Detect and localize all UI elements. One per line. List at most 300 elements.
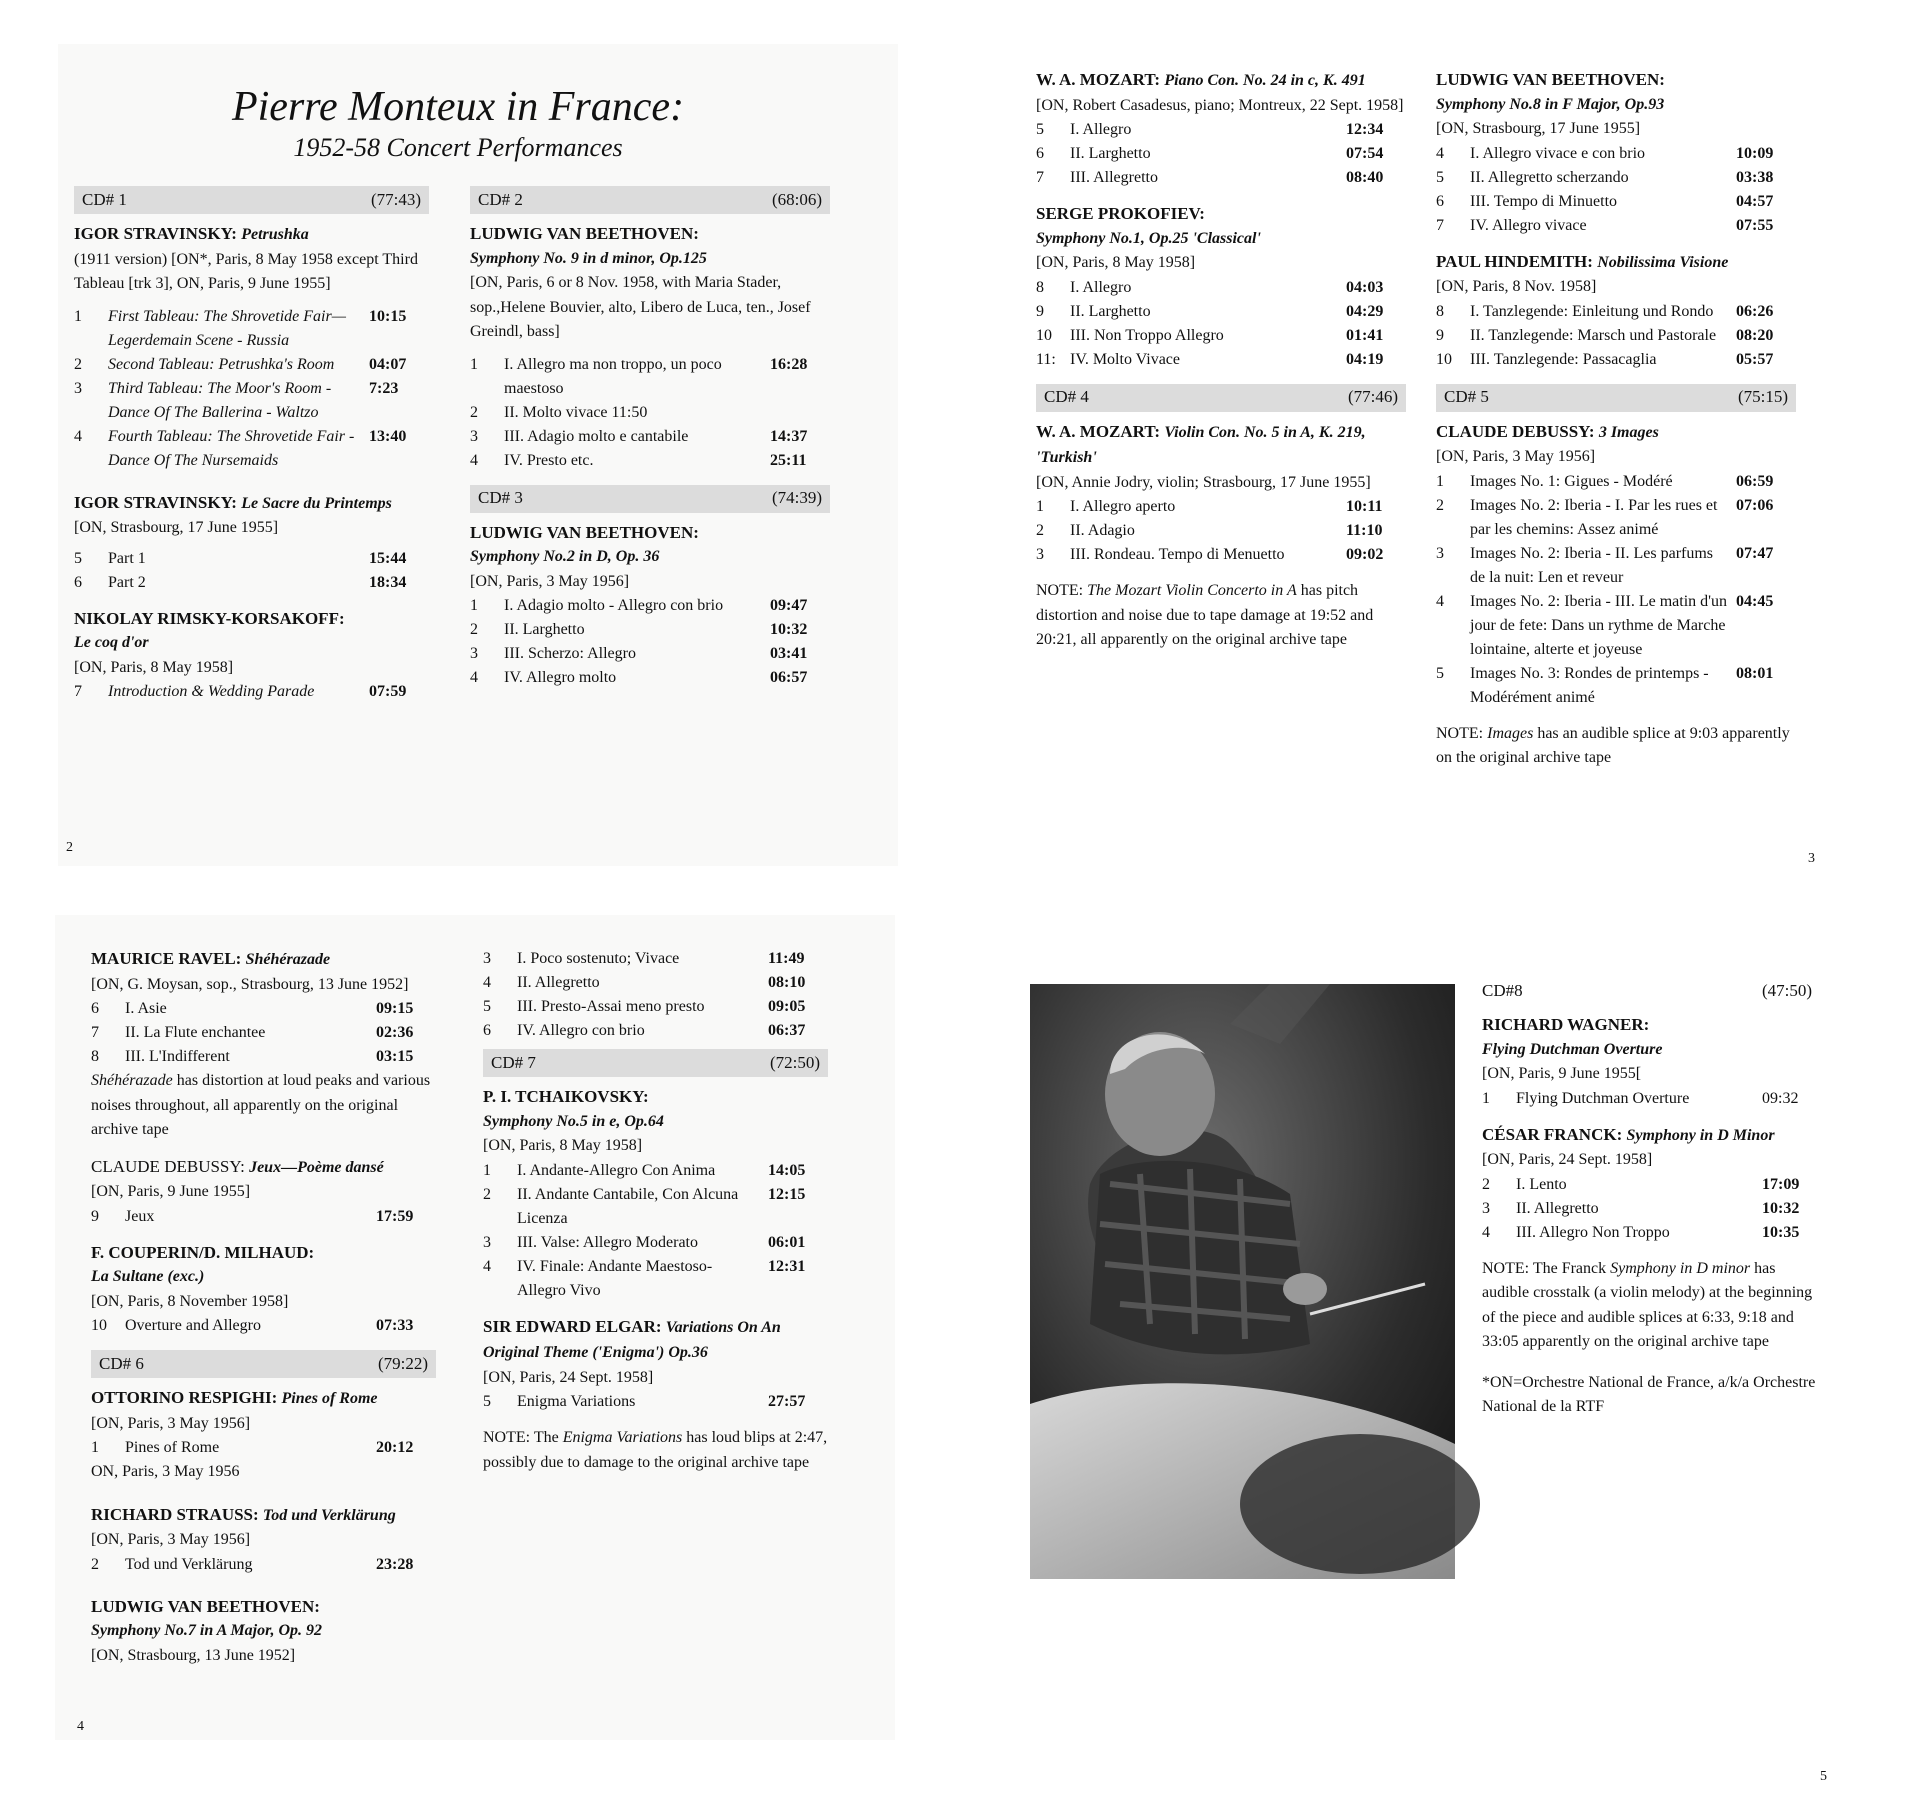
- booklet-page-4: [55, 915, 895, 1740]
- work-entry: [1436, 250, 1796, 372]
- track-number: 1: [470, 597, 478, 614]
- track-row: [74, 425, 429, 473]
- track-number: 2: [1436, 496, 1444, 514]
- work-entry: [91, 1595, 436, 1669]
- track-duration: [770, 401, 830, 425]
- work-title: Tod und Verklärung: [262, 1506, 396, 1524]
- track-title: IV. Allegro con brio: [517, 1022, 645, 1039]
- work-entry: [1482, 1013, 1822, 1111]
- track-number: 10: [91, 1317, 107, 1334]
- track-duration: 04:03: [1346, 278, 1384, 296]
- track-number: 4: [1482, 1223, 1490, 1241]
- track-row: [1436, 542, 1796, 590]
- conductor-photo: [1030, 984, 1455, 1579]
- cd-label: CD# 1: [82, 189, 127, 209]
- note-emphasis: Symphony in D minor: [1610, 1259, 1751, 1277]
- track-number: 3: [1436, 544, 1444, 562]
- track-duration: 04:57: [1736, 192, 1774, 210]
- work-title: 3 Images: [1598, 423, 1659, 441]
- track-row: [1036, 118, 1406, 142]
- track-duration: 05:57: [1736, 350, 1774, 368]
- track-number: 10: [1036, 326, 1052, 344]
- track-title: Pines of Rome: [125, 1439, 220, 1456]
- track-number: 2: [470, 621, 478, 638]
- recording-info: [ON, Paris, 6 or 8 Nov. 1958, with Maria Stader, sop.,Helene Bouvier, alto, Libero de Luca, ten., Josef Greindl, bass]: [470, 274, 811, 340]
- track-row: [1436, 214, 1796, 238]
- work-title: Flying Dutchman Overture: [1482, 1040, 1663, 1058]
- cd5-header: [1436, 384, 1796, 412]
- page4-left-column: [91, 947, 436, 1680]
- cd-label: CD# 3: [478, 488, 523, 508]
- composer: CLAUDE DEBUSSY:: [91, 1156, 245, 1176]
- track-title: II. Adagio: [1070, 522, 1135, 539]
- track-row: [1482, 1221, 1822, 1245]
- track-title: II. Larghetto: [1070, 145, 1151, 162]
- work-title: Variations On An Original Theme ('Enigma') Op.36: [483, 1318, 781, 1361]
- track-duration: 06:01: [768, 1233, 806, 1251]
- cd-duration: (72:50): [769, 1052, 820, 1072]
- track-title: IV. Allegro vivace: [1470, 216, 1587, 234]
- track-number: 5: [1436, 664, 1444, 682]
- work-entry: [1436, 68, 1796, 238]
- track-title: II. Molto vivace 11:50: [504, 403, 648, 421]
- track-duration: 08:10: [768, 974, 806, 991]
- composer: W. A. MOZART:: [1036, 70, 1161, 89]
- work-entry: [470, 521, 830, 691]
- composer: LUDWIG VAN BEETHOVEN:: [1436, 70, 1665, 89]
- recording-info: [ON, G. Moysan, sop., Strasbourg, 13 June 1952]: [91, 975, 409, 993]
- work-entry: [1482, 1123, 1822, 1245]
- track-row: [1036, 543, 1406, 567]
- track-number: 1: [470, 355, 478, 373]
- track-row: [1436, 324, 1796, 348]
- audio-note: [1482, 1257, 1822, 1355]
- track-number: 2: [1482, 1175, 1490, 1193]
- composer: W. A. MOZART:: [1036, 421, 1161, 441]
- work-title: Symphony No.5 in e, Op.64: [483, 1112, 664, 1130]
- composer: CÉSAR FRANCK:: [1482, 1124, 1623, 1144]
- track-row: [91, 997, 436, 1021]
- track-title: Third Tableau: The Moor's Room - Dance Of The Ballerina - Waltzo: [108, 379, 332, 421]
- booklet-page-2: [58, 44, 898, 866]
- track-title: I. Allegro: [1070, 121, 1132, 138]
- page-number: 3: [1808, 851, 1815, 866]
- work-title: Symphony in D Minor: [1626, 1126, 1775, 1144]
- note-text: NOTE:: [1436, 724, 1488, 742]
- track-row: [1436, 142, 1796, 166]
- track-row: [470, 401, 830, 425]
- track-duration: 07:33: [376, 1317, 414, 1334]
- cd1-header: [74, 186, 429, 214]
- work-title: Symphony No.8 in F Major, Op.93: [1436, 95, 1665, 113]
- track-duration: 03:15: [376, 1048, 414, 1065]
- recording-info: [ON, Annie Jodry, violin; Strasbourg, 17 June 1955]: [1036, 473, 1371, 491]
- track-duration: 06:59: [1736, 472, 1774, 490]
- track-duration: 27:57: [768, 1393, 806, 1410]
- track-duration: 06:57: [770, 669, 808, 686]
- work-entry: [1036, 202, 1406, 372]
- track-number: 4: [74, 427, 82, 445]
- track-row: [1436, 166, 1796, 190]
- work-entry: [470, 222, 830, 473]
- composer: CLAUDE DEBUSSY:: [1436, 421, 1595, 441]
- track-number: 11:: [1036, 350, 1056, 368]
- cd-label: CD# 5: [1444, 387, 1489, 407]
- track-duration: 07:55: [1736, 216, 1774, 234]
- track-duration: 18:34: [369, 573, 407, 591]
- note-text: has pitch distortion and noise due to tape damage at 19:52 and 20:21, all apparently on the original archive tape: [1036, 582, 1374, 648]
- cd-duration: (79:22): [377, 1353, 428, 1373]
- track-number: 5: [1036, 121, 1044, 138]
- track-number: 10: [1436, 350, 1452, 368]
- track-row: [470, 666, 830, 690]
- track-number: 2: [91, 1555, 99, 1573]
- track-title: I. Poco sostenuto; Vivace: [517, 950, 680, 967]
- track-number: 9: [91, 1207, 99, 1225]
- track-row: [470, 618, 830, 642]
- recording-info: [ON, Paris, 3 May 1956]: [1436, 448, 1596, 465]
- cd-duration: (75:15): [1737, 387, 1788, 407]
- track-row: [1036, 348, 1406, 372]
- cd-label: CD# 7: [491, 1052, 536, 1072]
- work-title: Shéhérazade: [245, 951, 331, 968]
- track-number: 5: [74, 549, 82, 567]
- track-number: 6: [483, 1022, 491, 1039]
- page3-left-column: [1036, 68, 1406, 653]
- recording-info: [ON, Paris, 8 Nov. 1958]: [1436, 278, 1597, 295]
- work-entry: [1036, 420, 1406, 568]
- page-number: 5: [1820, 1769, 1827, 1784]
- work-entry: [1036, 68, 1406, 190]
- composer: RICHARD WAGNER:: [1482, 1015, 1650, 1034]
- work-entry: [91, 1155, 436, 1229]
- work-title: Le coq d'or: [74, 634, 149, 651]
- track-duration: 12:15: [768, 1185, 806, 1203]
- track-number: 5: [483, 998, 491, 1015]
- track-row: [470, 425, 830, 449]
- track-title: Part 2: [108, 573, 146, 591]
- track-row: [1036, 495, 1406, 519]
- track-title: III. Presto-Assai meno presto: [517, 998, 705, 1015]
- recording-info: [ON, Paris, 9 June 1955]: [91, 1183, 251, 1200]
- recording-info: [ON, Strasbourg, 13 June 1952]: [91, 1646, 296, 1664]
- note-text: NOTE: The: [483, 1429, 563, 1446]
- track-number: 7: [1436, 216, 1444, 234]
- track-title: I. Allegro aperto: [1070, 498, 1176, 515]
- track-number: 9: [1036, 302, 1044, 320]
- recording-info: [ON, Paris, 24 Sept. 1958]: [483, 1368, 654, 1386]
- track-title: Introduction & Wedding Parade: [108, 683, 315, 700]
- track-row: [483, 1390, 828, 1414]
- track-title: III. Rondeau. Tempo di Menuetto: [1070, 546, 1285, 563]
- track-duration: 07:54: [1346, 145, 1384, 162]
- track-duration: 04:19: [1346, 350, 1384, 368]
- track-row: [91, 1021, 436, 1045]
- track-number: 1: [483, 1161, 491, 1179]
- track-duration: 08:40: [1346, 169, 1384, 186]
- track-number: 1: [1482, 1089, 1490, 1107]
- track-row: [1036, 519, 1406, 543]
- track-duration: 7:23: [369, 379, 399, 397]
- track-row: [1482, 1173, 1822, 1197]
- audio-note: [1436, 722, 1796, 771]
- track-number: 4: [483, 1257, 491, 1275]
- track-title: Enigma Variations: [517, 1393, 636, 1410]
- track-number: 3: [74, 379, 82, 397]
- composer: MAURICE RAVEL:: [91, 949, 242, 968]
- composer: OTTORINO RESPIGHI:: [91, 1388, 278, 1407]
- track-duration: 25:11: [770, 451, 807, 469]
- track-duration: 16:28: [770, 355, 808, 373]
- track-title: Images No. 1: Gigues - Modéré: [1470, 472, 1673, 490]
- track-duration: 13:40: [369, 427, 407, 445]
- track-title: I. Lento: [1516, 1175, 1567, 1193]
- audio-note: [91, 1069, 436, 1143]
- track-title: Tod und Verklärung: [125, 1555, 253, 1573]
- composer: SERGE PROKOFIEV:: [1036, 204, 1205, 223]
- track-duration: 08:01: [1736, 664, 1774, 682]
- work-title: Violin Con. No. 5 in A, K. 219, 'Turkish': [1036, 423, 1366, 466]
- track-duration: 04:29: [1346, 302, 1384, 320]
- track-number: 8: [1036, 278, 1044, 296]
- track-number: 4: [470, 451, 478, 469]
- track-duration: 12:34: [1346, 121, 1384, 138]
- composer: IGOR STRAVINSKY:: [74, 224, 237, 243]
- track-title: II. Tanzlegende: Marsch und Pastorale: [1470, 326, 1717, 344]
- track-row: [74, 547, 429, 571]
- track-row: [470, 594, 830, 618]
- recording-info: [ON, Paris, 9 June 1955[: [1482, 1065, 1642, 1082]
- track-title: Images No. 2: Iberia - II. Les parfums de la nuit: Len et reveur: [1470, 544, 1714, 586]
- page3-right-column: [1436, 68, 1796, 771]
- track-number: 6: [74, 573, 82, 591]
- track-number: 3: [483, 1233, 491, 1251]
- booklet-page-5: [1010, 915, 1870, 1784]
- track-row: [470, 642, 830, 666]
- conductor-photo-image: [1030, 984, 1455, 1579]
- track-duration: 09:02: [1346, 546, 1384, 563]
- track-duration: 17:59: [376, 1207, 414, 1225]
- track-number: 2: [1036, 522, 1044, 539]
- track-title: I. Asie: [125, 1000, 167, 1017]
- note-text: has distortion at loud peaks and various noises throughout, all apparently on the original archive tape: [91, 1072, 431, 1138]
- cd-label: CD# 4: [1044, 387, 1089, 407]
- track-title: III. Valse: Allegro Moderato: [517, 1233, 698, 1251]
- track-row: [1436, 590, 1796, 662]
- track-row: [1436, 470, 1796, 494]
- track-duration: 06:37: [768, 1022, 806, 1039]
- work-title: Symphony No.1, Op.25 'Classical': [1036, 229, 1261, 247]
- track-duration: 03:38: [1736, 168, 1774, 186]
- cd-label: CD# 6: [99, 1353, 144, 1373]
- track-number: 5: [1436, 168, 1444, 186]
- track-title: I. Andante-Allegro Con Anima: [517, 1161, 716, 1179]
- recording-info: [ON, Paris, 8 May 1958]: [1036, 254, 1196, 271]
- track-number: 3: [470, 645, 478, 662]
- composer: RICHARD STRAUSS:: [91, 1504, 259, 1524]
- cd-label: CD# 2: [478, 189, 523, 209]
- track-title: II. Larghetto: [1070, 302, 1151, 320]
- track-row: [483, 1183, 828, 1231]
- note-text: has loud blips at 2:47, possibly due to damage to the original archive tape: [483, 1429, 828, 1471]
- track-duration: 04:07: [369, 355, 407, 373]
- track-number: 7: [74, 683, 82, 700]
- track-title: Flying Dutchman Overture: [1516, 1089, 1690, 1107]
- cd2-cd3-column: [470, 186, 830, 702]
- track-number: 1: [74, 307, 82, 325]
- track-duration: 08:20: [1736, 326, 1774, 344]
- composer: LUDWIG VAN BEETHOVEN:: [470, 522, 699, 542]
- track-duration: 10:32: [1762, 1199, 1800, 1217]
- track-row: [74, 571, 429, 595]
- track-number: 5: [483, 1393, 491, 1410]
- note-emphasis: Images: [1487, 724, 1534, 742]
- recording-info: (1911 version) [ON*, Paris, 8 May 1958 except Third Tableau [trk 3], ON, Paris, 9 June 1955]: [74, 250, 418, 292]
- track-duration: 09:47: [770, 597, 808, 614]
- composer: IGOR STRAVINSKY:: [74, 492, 237, 512]
- cd1-column: [74, 186, 429, 716]
- track-row: [1436, 348, 1796, 372]
- cd2-header: [470, 186, 830, 214]
- work-entry: [74, 222, 429, 473]
- recording-info: [ON, Paris, 8 May 1958]: [74, 658, 234, 676]
- track-title: Images No. 3: Rondes de printemps - Modérément animé: [1470, 664, 1709, 706]
- track-number: 4: [1436, 144, 1444, 162]
- track-title: III. Allegretto: [1070, 169, 1158, 186]
- track-row: [91, 1314, 436, 1338]
- track-duration: 01:41: [1346, 326, 1384, 344]
- recording-info: [ON, Paris, 8 May 1958]: [483, 1137, 643, 1154]
- track-title: Images No. 2: Iberia - I. Par les rues et par les chemins: Assez animé: [1470, 496, 1718, 538]
- track-number: 2: [470, 403, 478, 421]
- track-row: [1436, 494, 1796, 542]
- track-row: [483, 995, 828, 1019]
- track-duration: 03:41: [770, 645, 808, 662]
- track-duration: 10:35: [1762, 1223, 1800, 1241]
- note-text: has audible crosstalk (a violin melody) at the beginning of the piece and audible splices at 6:33, 9:18 and 33:05 apparently on the original archive tape: [1482, 1259, 1813, 1350]
- composer: LUDWIG VAN BEETHOVEN:: [470, 224, 699, 243]
- track-number: 6: [91, 1000, 99, 1017]
- track-number: 9: [1436, 326, 1444, 344]
- track-row: [1036, 276, 1406, 300]
- track-number: 3: [470, 427, 478, 445]
- track-row: [1036, 142, 1406, 166]
- track-number: 1: [1436, 472, 1444, 490]
- track-duration: 20:12: [376, 1439, 414, 1456]
- track-title: III. Non Troppo Allegro: [1070, 326, 1224, 344]
- track-title: IV. Finale: Andante Maestoso- Allegro Vivo: [517, 1257, 713, 1299]
- track-duration: 07:06: [1736, 496, 1774, 514]
- track-duration: 09:05: [768, 998, 806, 1015]
- track-title: IV. Molto Vivace: [1070, 350, 1180, 368]
- composer: NIKOLAY RIMSKY-KORSAKOFF:: [74, 608, 345, 628]
- track-number: 2: [483, 1185, 491, 1203]
- recording-info: [ON, Paris, 3 May 1956]: [91, 1414, 251, 1432]
- cd-duration: (68:06): [771, 189, 822, 209]
- work-title: Le Sacre du Printemps: [241, 494, 392, 512]
- track-duration: 09:32: [1762, 1089, 1799, 1107]
- track-row: [74, 377, 429, 425]
- track-title: IV. Presto etc.: [504, 451, 594, 469]
- track-row: [483, 1019, 828, 1043]
- track-row: [1436, 300, 1796, 324]
- track-row: [1482, 1197, 1822, 1221]
- work-title: Symphony No. 9 in d minor, Op.125: [470, 249, 707, 267]
- track-row: [1436, 662, 1796, 710]
- page-number: 2: [66, 840, 73, 855]
- composer: PAUL HINDEMITH:: [1436, 251, 1593, 271]
- work-title: Pines of Rome: [281, 1390, 378, 1407]
- track-title: I. Tanzlegende: Einleitung und Rondo: [1470, 302, 1714, 320]
- work-entry: [91, 1241, 436, 1339]
- track-title: Second Tableau: Petrushka's Room: [108, 355, 335, 373]
- work-title: Nobilissima Visione: [1597, 253, 1729, 271]
- audio-note: [1036, 579, 1406, 653]
- track-title: I. Allegro ma non troppo, un poco maestoso: [504, 355, 722, 397]
- track-number: 7: [91, 1024, 99, 1041]
- track-title: II. La Flute enchantee: [125, 1024, 266, 1041]
- track-number: 4: [470, 669, 478, 686]
- composer: SIR EDWARD ELGAR:: [483, 1316, 662, 1336]
- track-title: III. Scherzo: Allegro: [504, 645, 636, 662]
- recording-info: [ON, Paris, 8 November 1958]: [91, 1292, 289, 1310]
- note-text: has an audible splice at 9:03 apparently on the original archive tape: [1436, 724, 1790, 766]
- note-emphasis: Enigma Variations: [562, 1429, 683, 1446]
- track-title: III. L'Indifferent: [125, 1048, 230, 1065]
- track-number: 1: [1036, 498, 1044, 515]
- work-title: Jeux—Poème dansé: [249, 1158, 384, 1176]
- track-number: 3: [1036, 546, 1044, 563]
- track-duration: 10:32: [770, 621, 808, 638]
- track-number: 3: [1482, 1199, 1490, 1217]
- track-duration: 10:15: [369, 307, 407, 325]
- work-title: Symphony No.7 in A Major, Op. 92: [91, 1622, 323, 1639]
- track-title: Images No. 2: Iberia - III. Le matin d'un jour de fete: Dans un rythme de Marche lointaine, alterte et joyeuse: [1470, 592, 1728, 658]
- booklet-subtitle: 1952-58 Concert Performances: [293, 133, 623, 162]
- cd-duration: (47:50): [1762, 981, 1813, 1000]
- track-title: IV. Allegro molto: [504, 669, 617, 686]
- track-row: [91, 1045, 436, 1069]
- page-number: 4: [77, 1719, 84, 1734]
- track-title: II. Larghetto: [504, 621, 585, 638]
- track-duration: 09:15: [376, 1000, 414, 1017]
- track-duration: 11:10: [1346, 522, 1383, 539]
- work-entry: [91, 947, 436, 1143]
- track-duration: 23:28: [376, 1555, 414, 1573]
- track-row: [1036, 300, 1406, 324]
- track-row: [483, 1231, 828, 1255]
- track-row: [1482, 1087, 1822, 1111]
- recording-info: [ON, Paris, 3 May 1956]: [470, 572, 630, 590]
- work-title: Petrushka: [241, 226, 309, 243]
- track-row: [483, 1159, 828, 1183]
- note-emphasis: The Mozart Violin Concerto in A: [1087, 582, 1297, 599]
- track-row: [1436, 190, 1796, 214]
- cd3-header: [470, 485, 830, 513]
- track-title: II. Allegretto: [517, 974, 600, 991]
- track-row: [74, 680, 429, 704]
- work-entry: [1436, 420, 1796, 710]
- note-emphasis: Shéhérazade: [91, 1072, 173, 1089]
- recording-info: ON, Paris, 3 May 1956: [91, 1463, 240, 1480]
- cd8-header: [1482, 979, 1822, 1003]
- work-title: La Sultane (exc.): [91, 1268, 205, 1285]
- track-row: [483, 971, 828, 995]
- work-title: Symphony No.2 in D, Op. 36: [470, 548, 660, 565]
- track-title: II. Allegretto: [1516, 1199, 1599, 1217]
- track-title: I. Adagio molto - Allegro con brio: [504, 597, 724, 614]
- booklet-title: Pierre Monteux in France:: [231, 84, 685, 130]
